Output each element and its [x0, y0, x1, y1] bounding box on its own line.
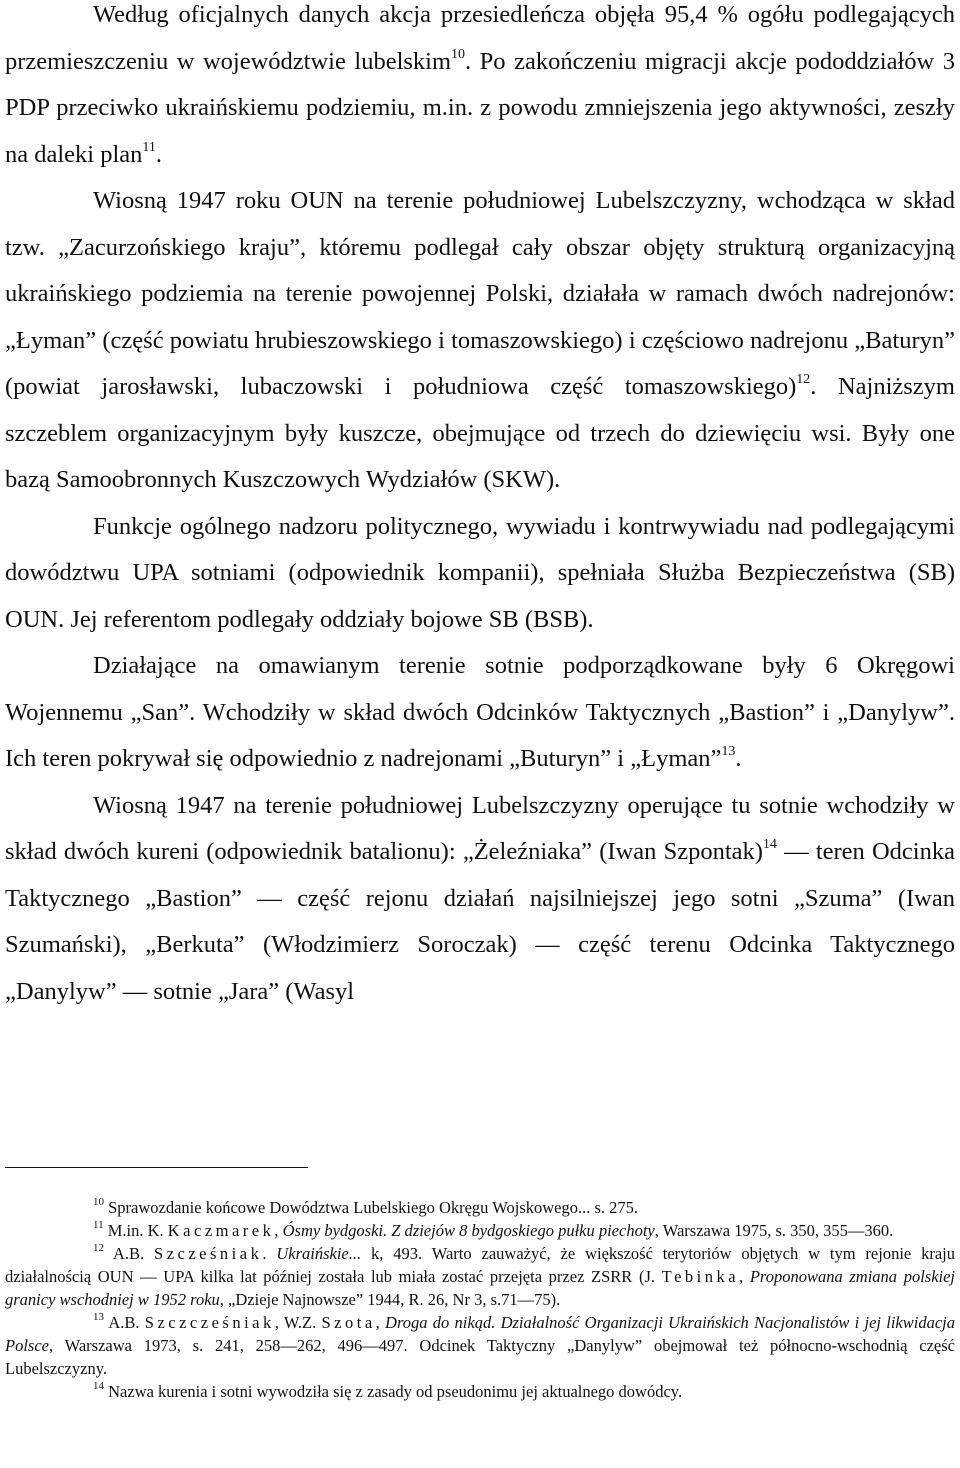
paragraph-text: . [735, 745, 742, 772]
work-title: Ukraińskie... [276, 1244, 362, 1263]
footnote-text: , [739, 1267, 750, 1286]
paragraph-1 [5, 0, 955, 178]
footnote-ref-13[interactable]: 13 [721, 744, 736, 759]
author-name: Szczcześniak [144, 1313, 275, 1332]
footnote-text: , W.Z. [274, 1313, 322, 1332]
footnote-ref-10[interactable]: 10 [451, 46, 466, 62]
footnote-text: . [262, 1244, 277, 1263]
footnote-text: , „Dzieje Najnowsze” 1944, R. 26, Nr 3, s.71—75). [219, 1290, 561, 1309]
author-name: Szcześniak [154, 1244, 263, 1263]
footnote-text: Sprawozdanie końcowe Dowództwa Lubelskiego Okręgu Wojskowego... s. 275. [104, 1198, 639, 1217]
paragraph-text: — teren Odcinka Taktycznego „Bastion” — część rejonu działań najsilniejszej jego sotni „Szuma” (Iwan Szumański), „Berkuta” (Włodzimierz Soroczak) — część terenu Odcinka Taktycznego „Danylyw” — sotnie „Jara” (Wasyl [5, 838, 955, 1005]
author-name: Kaczmarek [167, 1221, 275, 1240]
footnote-ref-11[interactable]: 11 [142, 139, 156, 155]
footnotes [5, 1196, 955, 1403]
footnote-text: Nazwa kurenia i sotni wywodziła się z zasady od pseudonimu jej aktualnego dowódcy. [104, 1382, 683, 1401]
footnote-separator [5, 1167, 308, 1168]
footnote-13 [5, 1311, 955, 1380]
footnote-10 [5, 1196, 955, 1219]
footnote-number: 12 [93, 1242, 104, 1254]
paragraph-5 [5, 783, 955, 1016]
footnote-text: , [375, 1313, 386, 1332]
paragraph-text: Wiosną 1947 na terenie południowej Lubelszczyzny operujące tu sotnie wchodziły w skład dwóch kureni (odpowiednik batalionu): „Żeleźniaka” (Iwan Szpontak) [5, 791, 955, 865]
footnote-ref-14[interactable]: 14 [762, 837, 777, 852]
footnote-14 [5, 1380, 955, 1403]
work-title: Ósmy bydgoski. Z dziejów 8 bydgoskiego pułku piechoty [282, 1221, 655, 1240]
footnote-ref-12[interactable]: 12 [796, 372, 811, 387]
paragraph-text: Wiosną 1947 roku OUN na terenie południowej Lubelszczyzny, wchodząca w skład tzw. „Zacurzońskiego kraju”, któremu podlegał cały obszar objęty strukturą organizacyjną ukraińskiego podziemia na terenie powojennej Polski, działała w ramach dwóch nadrejonów: „Łyman” (część powiatu hrubieszowskiego i tomaszowskiego) i częściowo nadrejonu „Baturyn” (powiat jarosławski, lubaczowski i południowa część tomaszowskiego) [5, 187, 955, 400]
footnote-text: , Warszawa 1975, s. 350, 355—360. [654, 1221, 894, 1240]
footnote-number: 11 [93, 1219, 104, 1231]
paragraph-text: . Po zakończeniu migracji akcje pododdziałów 3 PDP przeciwko ukraińskiemu podziemiu, m.in. z powodu zmniejszenia jego aktywności, zeszły na daleki plan [5, 47, 955, 168]
footnote-11 [5, 1219, 955, 1242]
paragraph-text: Według oficjalnych danych akcja przesiedleńcza objęła 95,4 % ogółu podlegających przemieszczeniu w województwie lubelskim [5, 1, 955, 75]
footnote-text: A.B. [104, 1244, 155, 1263]
footnote-text: , Warszawa 1973, s. 241, 258—262, 496—497. Odcinek Taktyczny „Danylyw” obejmował też północno-wschodnią część Lubelszczyzny. [5, 1336, 955, 1378]
footnote-text: , [274, 1221, 283, 1240]
footnote-text: A.B. [104, 1313, 145, 1332]
paragraph-4 [5, 643, 955, 783]
paragraph-3 [5, 504, 955, 644]
work-title: Droga do nikąd. Działalność Organizacji Ukraińskich Nacjonalistów i jej likwidacja Polsce [5, 1313, 956, 1355]
paragraph-2 [5, 178, 955, 504]
footnote-text: M.in. K. [103, 1221, 168, 1240]
body-text [5, 0, 955, 1015]
footnote-12 [5, 1242, 955, 1311]
footnote-number: 13 [93, 1311, 104, 1323]
footnote-number: 10 [93, 1196, 104, 1208]
author-name: Tebinka [661, 1267, 740, 1286]
footnote-number: 14 [93, 1380, 104, 1392]
paragraph-text: Funkcje ogólnego nadzoru politycznego, wywiadu i kontrwywiadu nad podlegającymi dowództwu UPA sotniami (odpowiednik kompanii), spełniała Służba Bezpieczeństwa (SB) OUN. Jej referentom podlegały oddziały bojowe SB (BSB). [5, 512, 955, 633]
paragraph-text: Działające na omawianym terenie sotnie podporządkowane były 6 Okręgowi Wojennemu „San”. Wchodziły w skład dwóch Odcinków Taktycznych „Bastion” i „Danylyw”. Ich teren pokrywał się odpowiednio z nadrejonami „Buturyn” i „Łyman” [5, 652, 955, 772]
paragraph-text: . [155, 140, 163, 168]
footnote-text: k, 493. Warto zauważyć, że większość terytoriów objętych w tym rejonie kraju działalnością OUN — UPA kilka lat później została lub miała zostać przejęta przez ZSRR (J. [5, 1244, 956, 1286]
paragraph-text: . Najniższym szczeblem organizacyjnym były kuszcze, obejmujące od trzech do dziewięciu wsi. Były one bazą Samoobronnych Kuszczowych Wydziałów (SKW). [5, 373, 955, 493]
work-title: Proponowana zmiana polskiej granicy wschodniej w 1952 roku [5, 1267, 956, 1309]
author-name: Szota [321, 1313, 376, 1332]
